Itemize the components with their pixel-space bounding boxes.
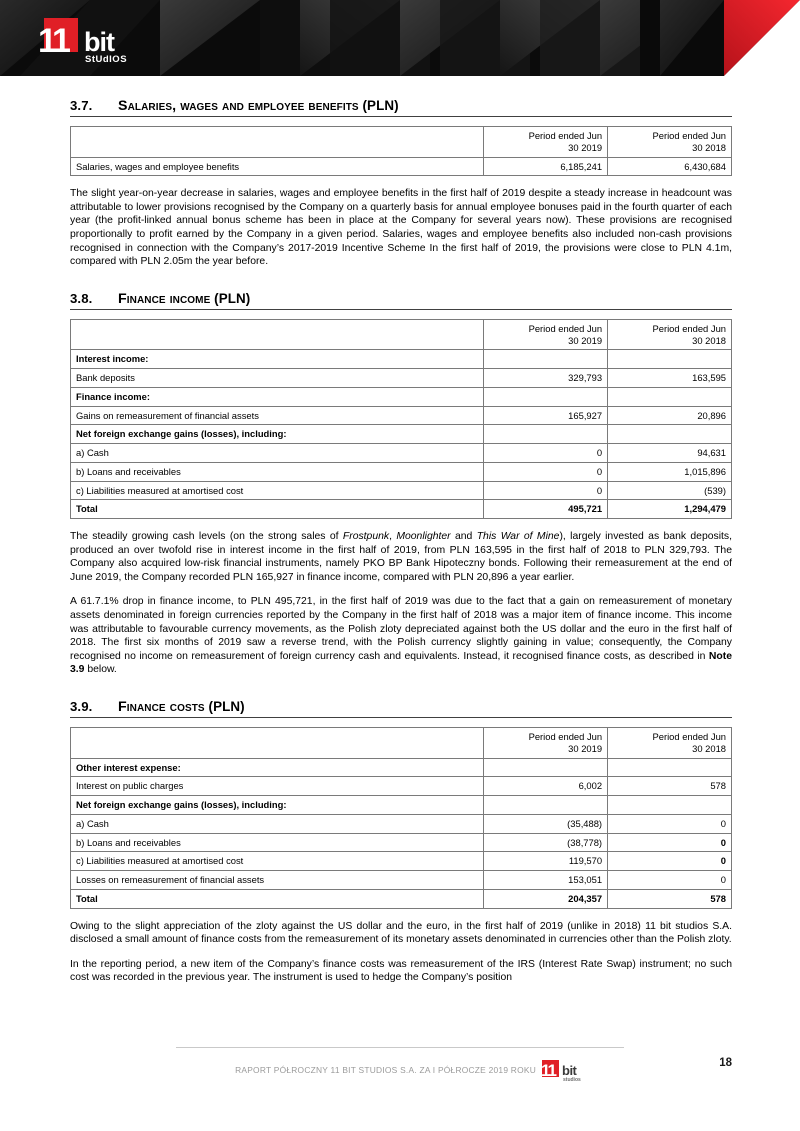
table-row [71,462,732,481]
row-value-2019 [484,796,608,815]
col2-line1: Period ended Jun [652,322,726,334]
table-row [71,387,732,406]
section-heading-3-7 [70,98,732,117]
row-value-2018: 1,015,896 [608,462,732,481]
note-reference-3-9: Note 3.9 [70,650,732,676]
paragraph-3-7-1: The slight year-on-year decrease in salaries, wages and employee benefits in the first half of 2019 despite a steady increase in headcount was attributable to lower provisions recognised by the Company on a quarterly basis for annual employee bonuses paid in the fourth quarter of each year (the profit-linked annual bonus scheme has been in place at the Company for several years now). These provisions are recognised proportionally to profit earned by the Company in a given period. Salaries, wages and employee benefits also included non-cash provisions recognised in connection with the Company’s 2017-2019 Incentive Scheme In the first half of 2019, the provisions were close to PLN 4.1m, compared with PLN 2.05m the year before. [70,188,732,268]
row-label: a) Cash [71,814,484,833]
table-row [71,406,732,425]
row-value-2019: 153,051 [484,871,608,890]
row-label: Gains on remeasurement of financial assets [71,406,484,425]
col1-line2: 30 2019 [568,141,603,153]
col2-line2: 30 2018 [692,742,726,754]
section-unit-text: (PLN) [208,699,245,714]
col2-line2: 30 2018 [692,141,726,153]
row-value-2018 [608,387,732,406]
table-header-row [71,728,732,759]
logo-word-text: bit [84,27,114,57]
table-header-col2 [608,127,732,158]
footer-logo-sub: studios [563,1077,581,1083]
table-row [71,481,732,500]
row-value-2019: 165,927 [484,406,608,425]
table-row [71,814,732,833]
row-value-2018: 0 [608,814,732,833]
page-number: 18 [719,1057,732,1069]
table-salaries-wages [70,126,732,176]
row-label: Salaries, wages and employee benefits [71,157,484,176]
row-value-2019 [484,758,608,777]
table-row [71,833,732,852]
row-value-2019: 0 [484,462,608,481]
row-value-2018: 94,631 [608,444,732,463]
game-title-frostpunk: Frostpunk [342,531,390,543]
row-label: Total [71,500,484,519]
section-number: 3.8. [70,290,93,306]
logo-sub-text: StUdIOS [85,54,128,64]
row-label: Losses on remeasurement of financial assets [71,871,484,890]
section-number: 3.7. [70,98,93,113]
row-value-2019 [484,350,608,369]
paragraph-3-8-1: The steadily growing cash levels (on the strong sales of Frostpunk, Moonlighter and This War of Mine), largely invested as bank deposits, produced an over twofold rise in interest income in the first half of 2019, from PLN 163,595 in the first half of 2018 to PLN 329,793. The Company also acquired low-risk financial instruments, namely PKO BP Bank Hipoteczny bonds. Following their remeasurement at the end of June 2019, the Company recorded PLN 165,927 in finance income, compared with PLN 20,896 a year earlier. [70,531,732,583]
row-value-2018: 20,896 [608,406,732,425]
table-row [71,852,732,871]
logo-digits-text: 11 [38,22,68,60]
table-row [71,777,732,796]
row-value-2019: (38,778) [484,833,608,852]
row-value-2018: 163,595 [608,369,732,388]
table-header-col2 [608,728,732,759]
footer-divider [176,1047,624,1048]
footer-logo-digits: 11 [542,1061,555,1080]
table-header-blank [71,728,484,759]
table-row [71,796,732,815]
table-row [71,425,732,444]
company-logo [22,18,192,64]
row-label: Bank deposits [71,369,484,388]
row-value-2018: 0 [608,852,732,871]
table-total-row [71,500,732,519]
page-header-banner [0,0,800,76]
row-value-2019: 6,002 [484,777,608,796]
row-label: c) Liabilities measured at amortised cost [71,481,484,500]
row-label: Other interest expense: [71,758,484,777]
table-header-col2 [608,319,732,350]
row-value-2018: 1,294,479 [608,500,732,519]
row-label: Interest income: [71,350,484,369]
section-heading-3-9 [70,699,732,718]
table-finance-costs [70,727,732,909]
row-label: b) Loans and receivables [71,462,484,481]
paragraph-3-9-2: In the reporting period, a new item of the Company’s finance costs was remeasurement of the IRS (Interest Rate Swap) instrument; no such cost was recorded in the previous year. The instrument is used to hedge the Company’s position [70,958,732,984]
table-row [71,758,732,777]
section-heading-3-8 [70,291,732,310]
col1-line2: 30 2019 [568,334,603,346]
col1-line1: Period ended Jun [528,322,603,334]
row-label: c) Liabilities measured at amortised cost [71,852,484,871]
row-value-2019: 329,793 [484,369,608,388]
col2-line2: 30 2018 [692,334,726,346]
row-value-2019: 495,721 [484,500,608,519]
row-label: Interest on public charges [71,777,484,796]
game-title-this-war-of-mine: This War of Mine [476,531,560,543]
row-value-2018 [608,796,732,815]
table-finance-income [70,319,732,519]
row-value-2019: 119,570 [484,852,608,871]
page-footer [0,1039,800,1131]
row-label: a) Cash [71,444,484,463]
row-value-2018: 0 [608,871,732,890]
row-value-2018: 0 [608,833,732,852]
row-label: Total [71,889,484,908]
section-number: 3.9. [70,699,93,714]
row-value-2019 [484,387,608,406]
row-value-2018: 6,430,684 [608,157,732,176]
table-header-row [71,127,732,158]
section-title: Salaries, wages and employee benefits [118,98,359,114]
game-title-moonlighter: Moonlighter [396,531,451,543]
row-label: Finance income: [71,387,484,406]
col1-line2: 30 2019 [568,742,603,754]
row-value-2019: (35,488) [484,814,608,833]
table-row [71,871,732,890]
table-row [71,157,732,176]
paragraph-3-8-2: A 61.7.1% drop in finance income, to PLN 495,721, in the first half of 2019 was due to the fact that a gain on remeasurement of monetary assets denominated in foreign currencies reported by the Company in the first half of 2018 was a major item of finance income. This income was attributable to favourable currency movements, as the Polish zloty depreciated against both the US dollar and the euro in the first half of 2018. The first six months of 2019 saw a reverse trend, with the Polish currency slightly gaining in value; consequently, the Company recognised no income on remeasurement of foreign currency cash and equivalents. Instead, it recognised finance costs, as described in Note 3.9 below. [70,596,732,676]
table-row [71,350,732,369]
col2-line1: Period ended Jun [652,731,726,742]
table-header-col1 [484,319,608,350]
row-value-2019: 204,357 [484,889,608,908]
table-header-col1 [484,728,608,759]
row-value-2019: 0 [484,444,608,463]
row-value-2018 [608,350,732,369]
section-unit-text: (PLN) [214,290,251,306]
row-value-2018 [608,425,732,444]
paragraph-3-9-1: Owing to the slight appreciation of the zloty against the US dollar and the euro, in the first half of 2019 (unlike in 2018) 11 bit studios S.A. disclosed a small amount of finance costs from the remeasurement of its monetary assets denominated in currencies other than the Polish zloty. [70,920,732,946]
row-value-2018: 578 [608,889,732,908]
row-value-2019: 6,185,241 [484,157,608,176]
row-value-2019 [484,425,608,444]
row-label: Net foreign exchange gains (losses), including: [71,796,484,815]
row-value-2018 [608,758,732,777]
page-content [0,76,800,985]
table-header-blank [71,319,484,350]
row-value-2019: 0 [484,481,608,500]
footer-report-title: RAPORT PÓŁROCZNY 11 BIT STUDIOS S.A. ZA I PÓŁROCZE 2019 ROKU [235,1065,536,1075]
table-header-blank [71,127,484,158]
row-value-2018: (539) [608,481,732,500]
col1-line1: Period ended Jun [528,130,603,141]
row-label: b) Loans and receivables [71,833,484,852]
table-header-row [71,319,732,350]
footer-logo-word: bit [562,1063,577,1078]
section-title: Finance costs [118,699,205,715]
col1-line1: Period ended Jun [528,731,603,742]
row-value-2018: 578 [608,777,732,796]
col2-line1: Period ended Jun [652,130,726,141]
table-row [71,444,732,463]
section-title: Finance income [118,290,211,307]
table-row [71,369,732,388]
table-header-col1 [484,127,608,158]
footer-company-logo [542,1059,590,1083]
table-total-row [71,889,732,908]
row-label: Net foreign exchange gains (losses), including: [71,425,484,444]
section-unit-text: (PLN) [362,98,399,113]
